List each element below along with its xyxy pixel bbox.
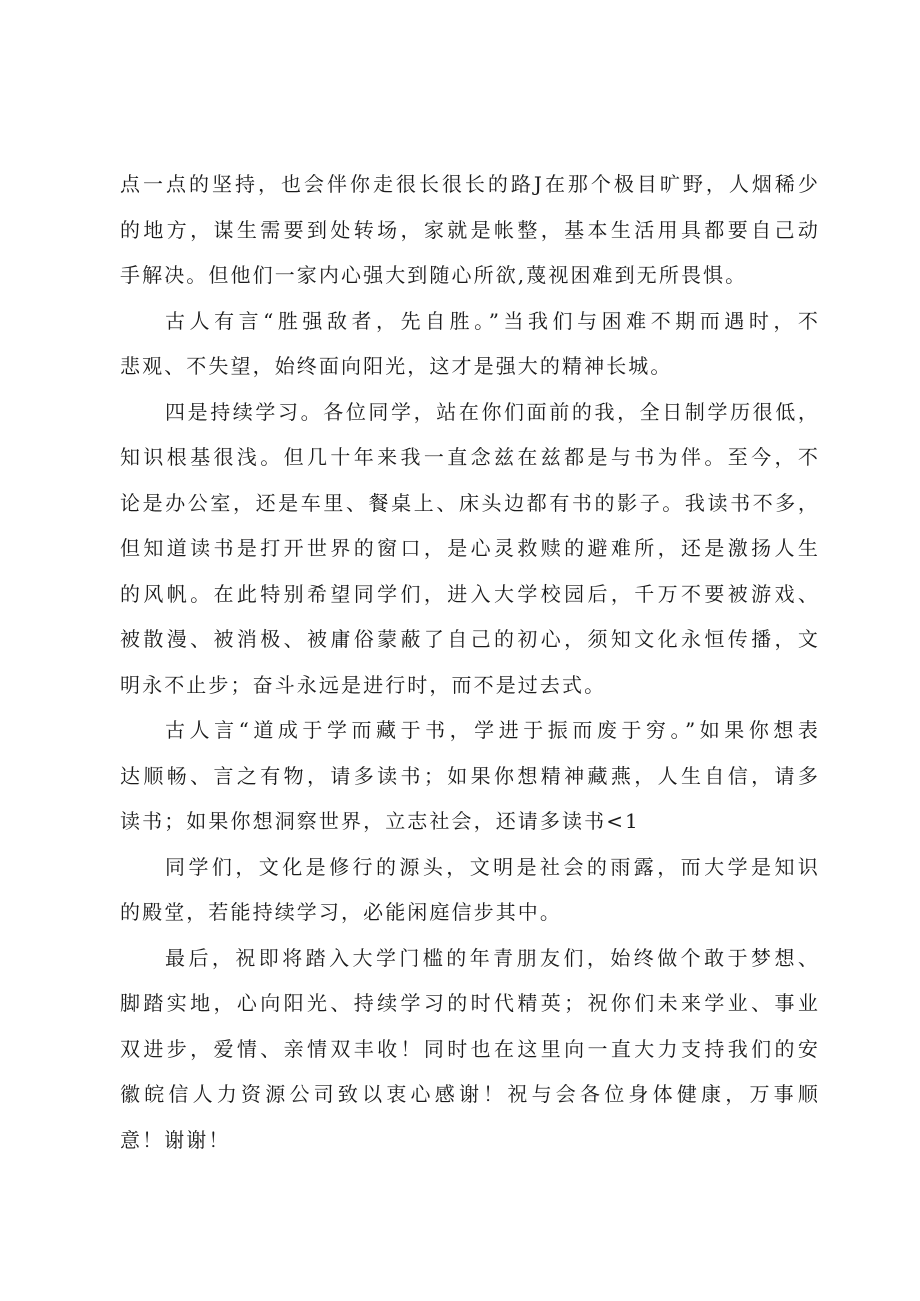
paragraph-line: 读书；如果你想洞察世界，立志社会，还请多读书<1 [120, 809, 640, 833]
paragraph-3 [120, 390, 820, 709]
paragraph-1 [120, 162, 820, 299]
paragraph-5 [120, 845, 820, 936]
paragraph-line: 古人有言“胜强敌者，先自胜。”当我们与困难不期而遇时，不 [165, 308, 820, 333]
paragraph-line: 脚踏实地，心向阳光、持续学习的时代精英；祝你们未来学业、事业 [120, 991, 820, 1015]
document-body [120, 162, 820, 1163]
paragraph-line: 双进步，爱情、亲情双丰收！同时也在这里向一直大力支持我们的安 [120, 1036, 820, 1061]
paragraph-line: 徽皖信人力资源公司致以衷心感谢！祝与会各位身体健康，万事顺 [120, 1082, 820, 1106]
paragraph-line: 手解决。但他们一家内心强大到随心所欲,蔑视困难到无所畏惧。 [120, 263, 748, 287]
paragraph-line: 但知道读书是打开世界的窗口，是心灵救赎的避难所，还是激扬人生 [120, 536, 820, 560]
paragraph-line: 知识根基很浅。但几十年来我一直念兹在兹都是与书为伴。至今，不 [120, 445, 820, 469]
paragraph-6 [120, 936, 820, 1164]
paragraph-line: 点一点的坚持，也会伴你走很长很长的路J在那个极目旷野，人烟稀少 [120, 172, 820, 196]
paragraph-line: 被散漫、被消极、被庸俗蒙蔽了自己的初心，须知文化永恒传播，文 [120, 627, 820, 651]
paragraph-line: 最后，祝即将踏入大学门槛的年青朋友们，始终做个敢于梦想、 [165, 945, 820, 970]
paragraph-line: 的殿堂，若能持续学习，必能闲庭信步其中。 [120, 900, 562, 924]
paragraph-line: 论是办公室，还是车里、餐桌上、床头边都有书的影子。我读书不多， [120, 490, 820, 515]
paragraph-line: 的风帆。在此特别希望同学们，进入大学校园后，千万不要被游戏、 [120, 581, 820, 606]
paragraph-4 [120, 708, 820, 845]
paragraph-line: 达顺畅、言之有物，请多读书；如果你想精神藏燕，人生自信，请多 [120, 763, 820, 788]
paragraph-line: 四是持续学习。各位同学，站在你们面前的我，全日制学历很低， [165, 399, 820, 424]
paragraph-line: 悲观、不失望，始终面向阳光，这才是强大的精神长城。 [120, 354, 673, 378]
paragraph-line: 意！谢谢！ [120, 1127, 231, 1152]
paragraph-line: 的地方，谋生需要到处转场，家就是帐整，基本生活用具都要自己动 [120, 217, 820, 242]
paragraph-line: 明永不止步；奋斗永远是进行时，而不是过去式。 [120, 672, 607, 697]
paragraph-line: 古人言“道成于学而藏于书，学进于振而废于穷。”如果你想表 [165, 718, 820, 742]
paragraph-2 [120, 299, 820, 390]
paragraph-line: 同学们，文化是修行的源头，文明是社会的雨露，而大学是知识 [165, 854, 820, 879]
